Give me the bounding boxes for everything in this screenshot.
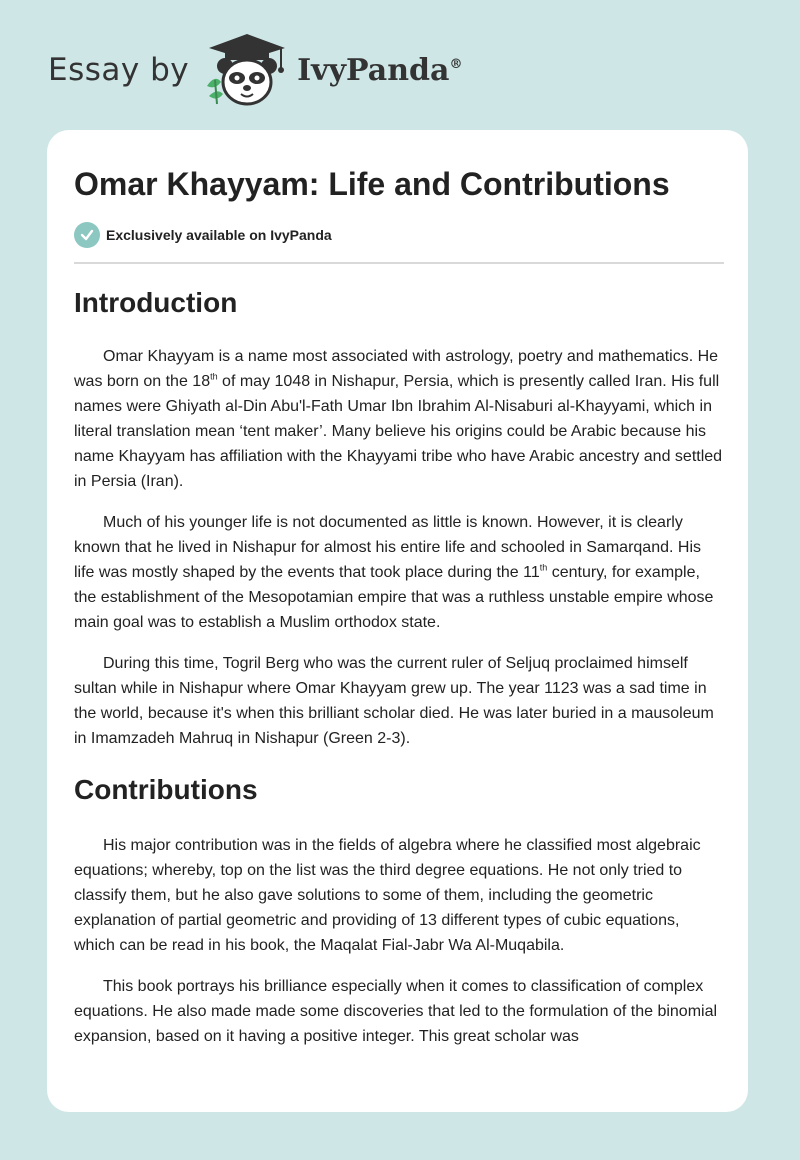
exclusive-badge [74, 222, 724, 248]
site-header [48, 30, 508, 110]
page-title: Omar Khayyam: Life and Contributions [74, 166, 670, 202]
paragraph: Omar Khayyam is a name most associated with astrology, poetry and mathematics. He was born on the 18th of may 1048 in Nishapur, Persia, which is presently called Iran. His full names were Ghiyath al-Din Abu'l-Fath Umar Ibn Ibrahim Al-Nisaburi al-Khayyami, which in literal translation mean ‘tent maker’. Many believe his origins could be Arabic because his name Khayyam has affiliation with the Khayyami tribe who have Arabic ancestry and settled in Persia (Iran). [74, 348, 723, 490]
check-icon [74, 222, 100, 248]
essay-card [47, 130, 748, 1112]
section-heading-contributions: Contributions [74, 774, 258, 805]
paragraph: His major contribution was in the fields of algebra where he classified most algebraic equations; whereby, top on the list was the third degree equations. He not only tried to classify them, but he also gave solutions to some of them, including the geometric explanation of partial geometric and providing of 13 different types of cubic equations, which can be read in his book, the Maqalat Fial-Jabr Wa Al-Muqabila. [74, 837, 701, 954]
section-heading-introduction: Introduction [74, 287, 238, 318]
panda-logo-icon[interactable] [201, 30, 293, 110]
essay-by-label: Essay by [48, 52, 190, 88]
paragraph: Much of his younger life is not documented as little is known. However, it is clearly known that he lived in Nishapur for almost his entire life and schooled in Samarqand. His life was mostly shaped by the events that took place during the 11th century, for example, the establishment of the Mesopotamian empire that was a ruthless unstable empire whose main goal was to establish a Muslim orthodox state. [74, 514, 714, 631]
paragraph: During this time, Togril Berg who was the current ruler of Seljuq proclaimed himself sultan while in Nishapur where Omar Khayyam grew up. The year 1123 was a sad time in the world, because it's when this brilliant scholar died. He was later buried in a mausoleum in Imamzadeh Mahruq in Nishapur (Green 2-3). [74, 655, 714, 747]
divider [74, 262, 724, 264]
exclusive-text: Exclusively available on IvyPanda [106, 227, 332, 243]
brand-name[interactable]: IvyPanda® [297, 52, 463, 88]
registered-mark: ® [449, 56, 463, 72]
paragraph: This book portrays his brilliance especially when it comes to classification of complex equations. He also made made some discoveries that led to the formulation of the binomial expansion, based on it having a positive integer. This great scholar was [74, 978, 718, 1045]
